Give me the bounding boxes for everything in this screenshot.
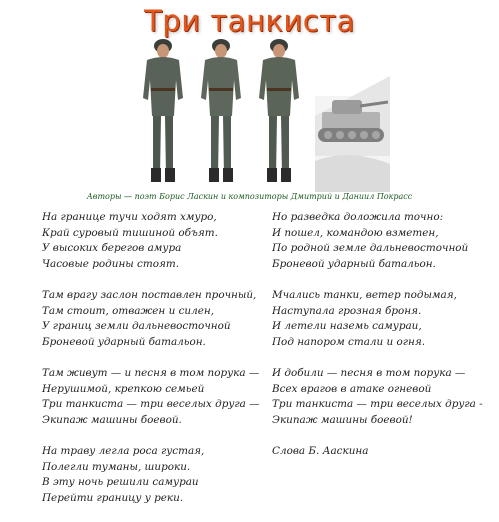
lyric-line: Наступала грозная броня.: [272, 304, 422, 317]
lyric-line: Три танкиста — три веселых друга —: [42, 398, 260, 411]
lyric-line: Часовые родины стоят.: [42, 257, 180, 270]
stanza: [272, 210, 499, 272]
lyric-line: На границе тучи ходят хмуро,: [42, 211, 217, 223]
lyric-line: Нерушимой, крепкою семьей: [42, 382, 205, 395]
page-title: Три танкиста: [144, 4, 355, 38]
lyric-line: Там врагу заслон поставлен прочный,: [42, 288, 257, 301]
lyric-line: Всех врагов в атаке огневой: [272, 382, 432, 395]
lyric-line: Под напором стали и огня.: [272, 335, 426, 348]
lyric-line: Экипаж машины боевой.: [42, 413, 182, 426]
lyric-line: Экипаж машины боевой!: [272, 413, 413, 426]
tankman-figure: [143, 39, 183, 182]
tankman-figure: [259, 39, 299, 182]
stanza: [272, 366, 499, 428]
lyric-line: В эту ночь решили самураи: [42, 476, 199, 489]
stanza: [42, 288, 272, 350]
lyric-line: Броневой ударный батальон.: [42, 335, 206, 348]
lyrics-left-column: [42, 210, 272, 522]
stanza: [42, 366, 272, 428]
lyric-line: И добили — песня в том порука —: [272, 366, 466, 379]
lyric-line: У границ земли дальневосточной: [42, 320, 231, 333]
lyric-line: Полегли туманы, широки.: [42, 460, 191, 473]
lyrics-right-column: [272, 210, 499, 475]
lyric-line: По родной земле дальневосточной: [272, 242, 469, 255]
lyric-line: У высоких берегов амура: [42, 242, 182, 255]
lyric-line: Мчались танки, ветер подымая,: [272, 288, 457, 301]
lyric-line: И летели наземь самураи,: [272, 320, 422, 333]
lyric-line: Слова Б. Ааскина: [272, 444, 369, 457]
lyric-line: И пошел, командою взметен,: [272, 226, 439, 239]
lyric-line: Там живут — и песня в том порука —: [42, 366, 260, 379]
authors-caption: Авторы — поэт Борис Ласкин и композиторы Дмитрий и Даниил Покрасс: [86, 192, 413, 201]
lyric-line: Но разведка доложила точно:: [272, 211, 444, 223]
lyric-line: Там стоит, отважен и силен,: [42, 304, 214, 317]
stanza: [42, 210, 272, 272]
stanza: [272, 288, 499, 350]
tankman-figure: [201, 39, 241, 182]
lyric-line: Перейти границу у реки.: [42, 491, 184, 504]
tank-sketch: [315, 76, 390, 192]
lyric-line: Три танкиста — три веселых друга -: [272, 398, 483, 411]
stanza: [42, 444, 272, 506]
author-credit: [272, 444, 499, 460]
lyric-line: Броневой ударный батальон.: [272, 257, 436, 270]
lyric-line: Край суровый тишиной объят.: [42, 226, 218, 239]
tankmen-illustration: [110, 36, 390, 192]
lyric-line: На траву легла роса густая,: [42, 444, 205, 457]
